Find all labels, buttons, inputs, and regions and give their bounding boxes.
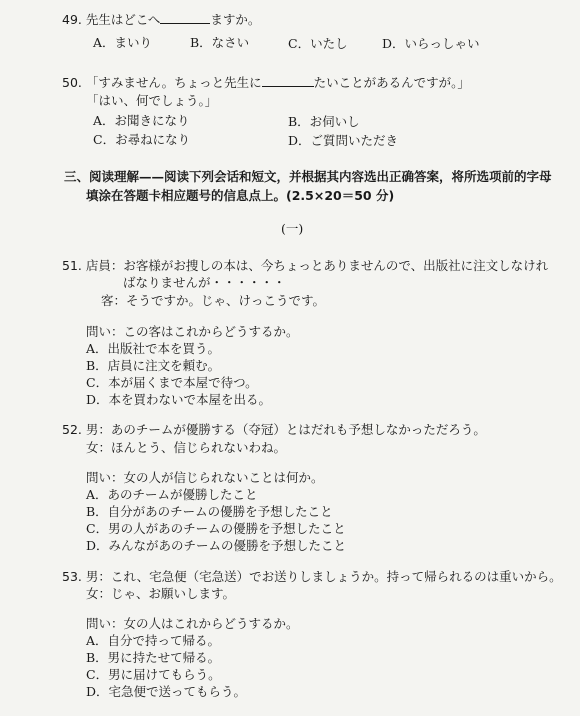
stem-after: ますか。	[210, 12, 261, 27]
option-d: D．みんながあのチームの優勝を予想したこと	[86, 538, 347, 553]
question-51-line3: 客：そうですか。じゃ、けっこうです。	[101, 293, 326, 308]
question-53-line1	[62, 569, 562, 585]
stem-before: 「すみません。ちょっと先生に	[85, 75, 262, 90]
stem-after: たいことがあるんですが。」	[313, 75, 470, 90]
question-53-prompt: 問い：女の人はこれからどうするか。	[86, 616, 299, 631]
question-number: 49.	[62, 12, 82, 27]
stem-before: 先生はどこへ	[85, 12, 161, 27]
dialogue-text: 店員：お客様がお捜しの本は、今ちょっとありませんので、出版社に注文しなけれ	[85, 258, 549, 273]
question-52-line2: 女：ほんとう、信じられないわね。	[86, 440, 287, 455]
option-a: A．お聞きになり	[93, 113, 190, 128]
option-c: C．お尋ねになり	[93, 132, 191, 147]
section-instructions: 填涂在答题卡相应题号的信息点上。(2.5×20＝50 分)	[86, 188, 395, 203]
question-52-prompt: 問い：女の人が信じられないことは何か。	[86, 470, 324, 485]
option-d: D．本を買わないで本屋を出る。	[86, 392, 272, 407]
option-c: C．本が届くまで本屋で待つ。	[86, 375, 258, 390]
option-b: B．店員に注文を頼む。	[86, 358, 221, 373]
question-51-line2: ばなりませんが・・・・・・	[123, 275, 286, 290]
option-a: A．あのチームが優勝したこと	[86, 487, 258, 502]
option-d: D．ご質問いただき	[288, 133, 399, 148]
option-b: B．お伺いし	[288, 114, 360, 129]
question-number: 50.	[62, 75, 82, 90]
question-50-reply: 「はい、何でしょう。」	[86, 93, 218, 108]
question-53-line2: 女：じゃ、お願いします。	[86, 586, 236, 601]
question-49-stem	[62, 11, 260, 28]
question-number: 53.	[62, 569, 82, 584]
option-c: C．いたし	[288, 36, 348, 51]
question-51-line1	[62, 258, 548, 274]
question-50-stem	[62, 74, 470, 91]
dialogue-text: 男：これ、宅急便（宅急送）でお送りしましょうか。持って帰られるのは重いから。	[85, 569, 562, 584]
option-c: C．男に届けてもらう。	[86, 667, 221, 682]
option-a: A．自分で持って帰る。	[86, 633, 221, 648]
option-d: D．いらっしゃい	[382, 36, 480, 51]
answer-blank	[262, 74, 314, 87]
question-number: 51.	[62, 258, 82, 273]
option-b: B．自分があのチームの優勝を予想したこと	[86, 504, 333, 519]
dialogue-text: 男：あのチームが優勝する（夺冠）とはだれも予想しなかっただろう。	[85, 422, 486, 437]
question-number: 52.	[62, 422, 82, 437]
question-52-line1	[62, 422, 486, 438]
option-b: B．男に持たせて帰る。	[86, 650, 221, 665]
option-c: C．男の人があのチームの優勝を予想したこと	[86, 521, 346, 536]
option-d: D．宅急便で送ってもらう。	[86, 684, 247, 699]
section-heading: 三、阅读理解——阅读下列会话和短文，并根据其内容选出正确答案，将所选项前的字母	[64, 169, 552, 184]
option-a: A．出版社で本を買う。	[86, 341, 221, 356]
option-a: A．まいり	[93, 35, 153, 50]
question-51-prompt: 問い：この客はこれからどうするか。	[86, 324, 299, 339]
answer-blank	[160, 11, 210, 24]
option-b: B．なさい	[190, 35, 250, 50]
subsection-heading: (一)	[281, 221, 304, 236]
